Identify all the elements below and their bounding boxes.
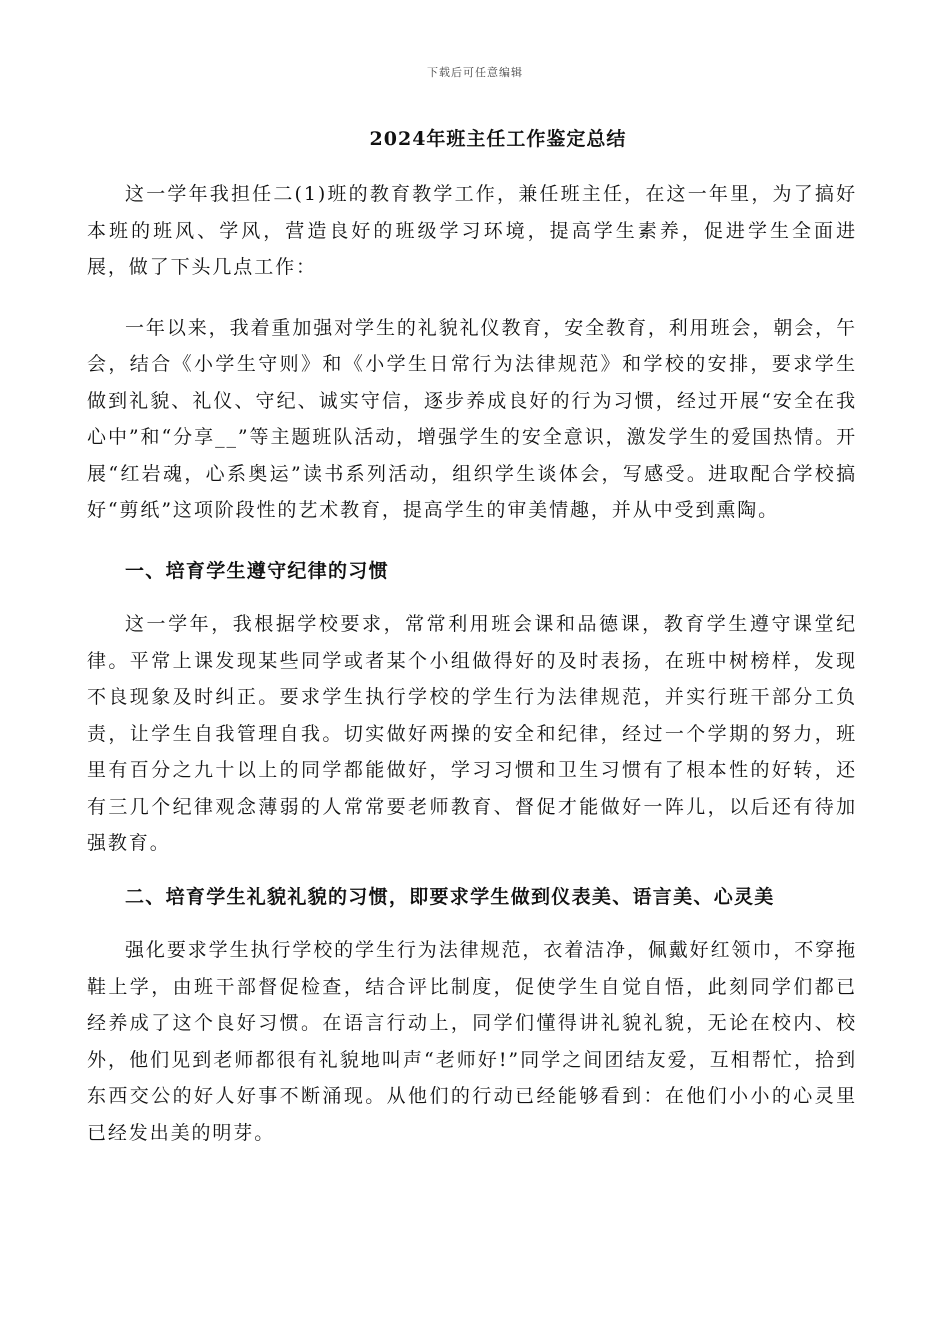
section-1-heading: 一、培育学生遵守纪律的习惯 (125, 559, 389, 582)
section-2-heading: 二、培育学生礼貌礼貌的习惯，即要求学生做到仪表美、语言美、心灵美 (125, 885, 775, 908)
section-1-paragraph: 这一学年，我根据学校要求，常常利用班会课和品德课，教育学生遵守课堂纪律。平常上课发现某些同学或者某个小组做得好的及时表扬，在班中树榜样，发现不良现象及时纠正。要求学生执行学校的学生行为法律规范，并实行班干部分工负责，让学生自我管理自我。切实做好两操的安全和纪律，经过一个学期的努力，班里有百分之九十以上的同学都能做好，学习习惯和卫生习惯有了根本性的好转，还有三几个纪律观念薄弱的人常常要老师教育、督促才能做好一阵儿，以后还有待加强教育。 (87, 613, 857, 854)
intro-paragraph: 这一学年我担任二(1)班的教育教学工作，兼任班主任，在这一年里，为了搞好本班的班风、学风，营造良好的班级学习环境，提高学生素养，促进学生全面进展，做了下头几点工作： (87, 183, 857, 278)
paragraph-spacer (87, 529, 857, 553)
document-title: 2024年班主任工作鉴定总结 (369, 128, 627, 150)
document-body (87, 176, 857, 1151)
paragraph-spacer (87, 589, 857, 606)
paragraph-spacer (87, 286, 857, 310)
paragraph-spacer (87, 915, 857, 932)
section-2-paragraph: 强化要求学生执行学校的学生行为法律规范，衣着洁净，佩戴好红领巾，不穿拖鞋上学，由班干部督促检查，结合评比制度，促使学生自觉自悟，此刻同学们都已经养成了这个良好习惯。在语言行动上，同学们懂得讲礼貌礼貌，无论在校内、校外，他们见到老师都很有礼貌地叫声“老师好!”同学之间团结友爱，互相帮忙，拾到东西交公的好人好事不断涌现。从他们的行动已经能够看到：在他们小小的心灵里已经发出美的明芽。 (87, 939, 857, 1144)
paragraph-spacer (87, 862, 857, 879)
header-note: 下载后可任意编辑 (427, 66, 523, 79)
body-paragraph-1: 一年以来，我着重加强对学生的礼貌礼仪教育，安全教育，利用班会，朝会，午会，结合《小学生守则》和《小学生日常行为法律规范》和学校的安排，要求学生做到礼貌、礼仪、守纪、诚实守信，逐步养成良好的行为习惯，经过开展“安全在我心中”和“分享__”等主题班队活动，增强学生的安全意识，激发学生的爱国热情。开展“红岩魂，心系奥运”读书系列活动，组织学生谈体会，写感受。进取配合学校搞好“剪纸”这项阶段性的艺术教育，提高学生的审美情趣，并从中受到熏陶。 (87, 316, 857, 521)
